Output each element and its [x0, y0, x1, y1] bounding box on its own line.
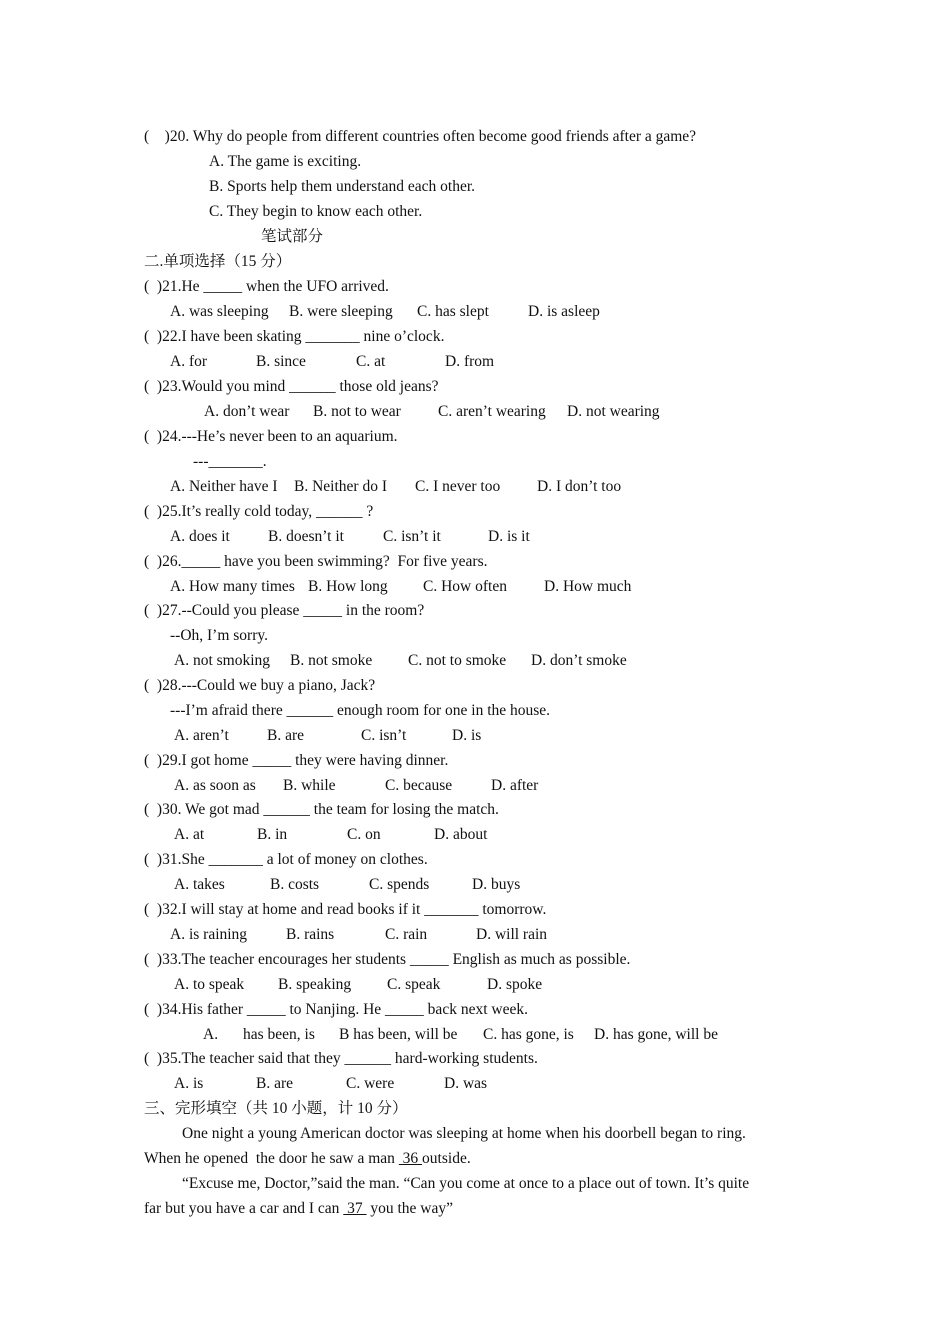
question-21-option-a: A. was sleeping	[170, 303, 269, 320]
question-26-option-a: A. How many times	[170, 578, 295, 595]
passage-text: When he opened the door he saw a man	[144, 1150, 399, 1167]
question-21-option-c: C. has slept	[417, 303, 489, 320]
question-35-option-d: D. was	[444, 1075, 488, 1092]
question-24-reply: ---_______.	[193, 453, 267, 470]
question-33-stem: ( )33.The teacher encourages her students _____ English as much as possible.	[144, 951, 631, 968]
passage-text: you the way”	[366, 1200, 454, 1217]
question-35-option-b: B. are	[256, 1075, 294, 1092]
question-34-option-b: B has been, will be	[339, 1026, 458, 1043]
question-22-option-b: B. since	[256, 353, 306, 370]
question-33-option-c: C. speak	[387, 976, 441, 993]
question-31-option-d: D. buys	[472, 876, 521, 893]
question-29-stem: ( )29.I got home _____ they were having dinner.	[144, 752, 449, 769]
question-20-option-a: A. The game is exciting.	[209, 153, 362, 170]
question-27-stem: ( )27.--Could you please _____ in the room?	[144, 602, 425, 619]
question-30-option-a: A. at	[174, 826, 205, 843]
question-34-option-a-letter: A.	[203, 1026, 219, 1043]
question-30-option-b: B. in	[257, 826, 288, 843]
question-25-stem: ( )25.It’s really cold today, ______ ?	[144, 503, 374, 520]
question-22-stem: ( )22.I have been skating _______ nine o’clock.	[144, 328, 445, 345]
question-26-option-d: D. How much	[544, 578, 632, 595]
question-21-option-d: D. is asleep	[528, 303, 600, 320]
question-34-option-a-text: has been, is	[243, 1026, 315, 1043]
question-25-option-b: B. doesn’t it	[268, 528, 344, 545]
question-28-option-a: A. aren’t	[174, 727, 229, 744]
question-35-option-a: A. is	[174, 1075, 204, 1092]
question-20-option-c: C. They begin to know each other.	[209, 203, 423, 220]
question-23-stem: ( )23.Would you mind ______ those old jeans?	[144, 378, 439, 395]
question-32-stem: ( )32.I will stay at home and read books if it _______ tomorrow.	[144, 901, 547, 918]
blank-37: 37	[343, 1200, 367, 1217]
question-34-option-c: C. has gone, is	[483, 1026, 574, 1043]
question-27-option-d: D. don’t smoke	[531, 652, 627, 669]
question-35-option-c: C. were	[346, 1075, 395, 1092]
question-27-option-c: C. not to smoke	[408, 652, 507, 669]
passage-text: outside.	[422, 1150, 471, 1167]
question-28-option-c: C. isn’t	[361, 727, 407, 744]
question-31-option-b: B. costs	[270, 876, 320, 893]
question-26-option-b: B. How long	[308, 578, 388, 595]
passage-paragraph-1-line-1: One night a young American doctor was sleeping at home when his doorbell began to ring.	[182, 1125, 746, 1142]
question-26-stem: ( )26._____ have you been swimming? For five years.	[144, 553, 488, 570]
question-30-option-d: D. about	[434, 826, 488, 843]
question-20-stem: ( )20. Why do people from different countries often become good friends after a game?	[144, 128, 697, 145]
question-27-option-a: A. not smoking	[174, 652, 271, 669]
question-25-option-c: C. isn’t it	[383, 528, 441, 545]
question-32-option-a: A. is raining	[170, 926, 248, 943]
question-34-option-d: D. has gone, will be	[594, 1026, 718, 1043]
section-2-heading: 二.单项选择（15 分）	[144, 253, 292, 270]
question-25-option-d: D. is it	[488, 528, 530, 545]
question-32-option-d: D. will rain	[476, 926, 548, 943]
question-27-option-b: B. not smoke	[290, 652, 373, 669]
written-part-heading: 笔试部分	[261, 228, 324, 245]
question-32-option-b: B. rains	[286, 926, 335, 943]
question-33-option-a: A. to speak	[174, 976, 245, 993]
question-28-option-b: B. are	[267, 727, 305, 744]
question-35-stem: ( )35.The teacher said that they ______ hard-working students.	[144, 1050, 538, 1067]
question-24-option-d: D. I don’t too	[537, 478, 622, 495]
question-29-option-a: A. as soon as	[174, 777, 256, 794]
question-34-stem: ( )34.His father _____ to Nanjing. He _____ back next week.	[144, 1001, 528, 1018]
passage-paragraph-1-line-2	[144, 1149, 471, 1169]
question-30-stem: ( )30. We got mad ______ the team for losing the match.	[144, 801, 499, 818]
question-22-option-a: A. for	[170, 353, 208, 370]
question-29-option-b: B. while	[283, 777, 336, 794]
passage-paragraph-2-line-1: “Excuse me, Doctor,”said the man. “Can you come at once to a place out of town. It’s quite	[182, 1175, 750, 1192]
question-26-option-c: C. How often	[423, 578, 507, 595]
question-22-option-c: C. at	[356, 353, 386, 370]
question-24-option-b: B. Neither do I	[294, 478, 387, 495]
question-30-option-c: C. on	[347, 826, 381, 843]
question-33-option-b: B. speaking	[278, 976, 352, 993]
question-33-option-d: D. spoke	[487, 976, 543, 993]
question-31-stem: ( )31.She _______ a lot of money on clothes.	[144, 851, 428, 868]
question-23-option-b: B. not to wear	[313, 403, 401, 420]
question-22-option-d: D. from	[445, 353, 495, 370]
passage-paragraph-2-line-2	[144, 1199, 453, 1219]
question-21-option-b: B. were sleeping	[289, 303, 393, 320]
question-29-option-c: C. because	[385, 777, 453, 794]
question-21-stem: ( )21.He _____ when the UFO arrived.	[144, 278, 389, 295]
question-24-option-c: C. I never too	[415, 478, 501, 495]
question-31-option-c: C. spends	[369, 876, 430, 893]
question-24-stem: ( )24.---He’s never been to an aquarium.	[144, 428, 398, 445]
question-28-reply: ---I’m afraid there ______ enough room for one in the house.	[170, 702, 551, 719]
question-32-option-c: C. rain	[385, 926, 428, 943]
question-28-stem: ( )28.---Could we buy a piano, Jack?	[144, 677, 376, 694]
question-28-option-d: D. is	[452, 727, 482, 744]
question-25-option-a: A. does it	[170, 528, 230, 545]
question-29-option-d: D. after	[491, 777, 539, 794]
question-27-reply: --Oh, I’m sorry.	[170, 627, 268, 644]
question-23-option-c: C. aren’t wearing	[438, 403, 546, 420]
question-23-option-a: A. don’t wear	[204, 403, 290, 420]
question-24-option-a: A. Neither have I	[170, 478, 278, 495]
question-23-option-d: D. not wearing	[567, 403, 660, 420]
question-20-option-b: B. Sports help them understand each other.	[209, 178, 476, 195]
passage-text: far but you have a car and I can	[144, 1200, 344, 1217]
question-31-option-a: A. takes	[174, 876, 225, 893]
blank-36: 36	[398, 1150, 423, 1167]
section-3-heading: 三、完形填空（共 10 小题，计 10 分）	[144, 1100, 408, 1117]
